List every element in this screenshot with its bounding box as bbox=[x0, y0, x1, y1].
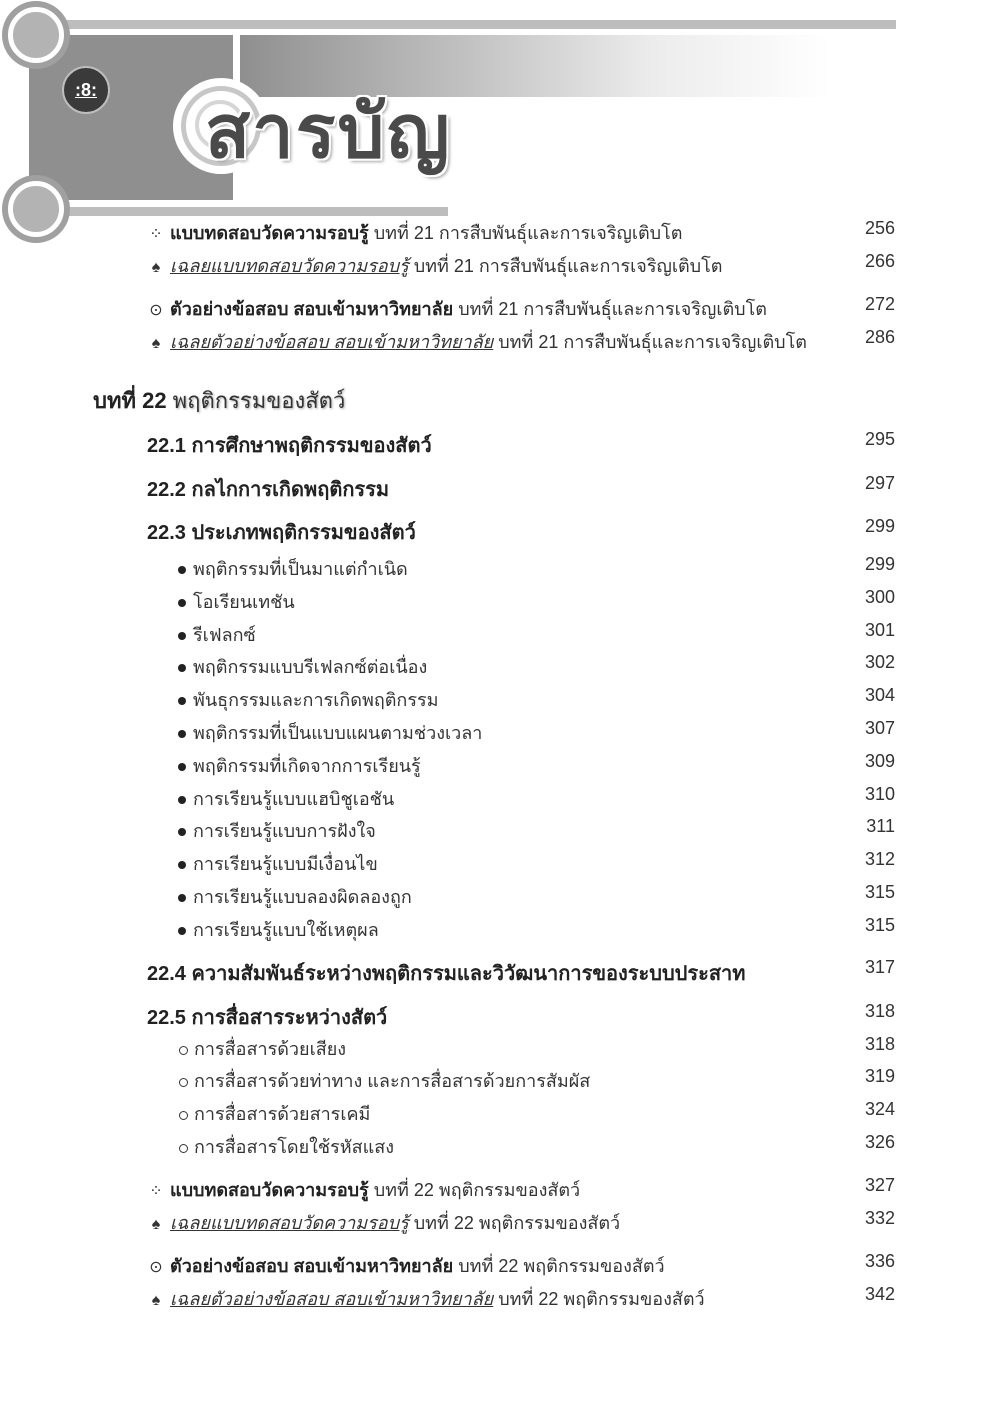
page-number: 286 bbox=[864, 327, 895, 347]
page-number: 315 bbox=[864, 915, 895, 935]
toc-subitem[interactable]: พันธุกรรมและการเกิดพฤติกรรม 304 bbox=[0, 685, 992, 713]
toc-subitem[interactable]: รีเฟลกซ์ 301 bbox=[0, 620, 992, 648]
toc-entry[interactable]: ♠ เฉลยตัวอย่างข้อสอบ สอบเข้ามหาวิทยาลัย บทที่ 22 พฤติกรรมของสัตว์ 342 bbox=[0, 1284, 992, 1312]
spade-icon: ♠ bbox=[151, 259, 161, 276]
decorative-bar-bottom bbox=[64, 207, 448, 216]
page-number: 326 bbox=[864, 1132, 895, 1152]
page-number: 327 bbox=[864, 1175, 895, 1195]
page-number: 311 bbox=[866, 816, 895, 836]
page-number: 324 bbox=[864, 1099, 895, 1119]
page-number: 272 bbox=[864, 294, 895, 314]
open-circle-icon bbox=[179, 1111, 188, 1120]
toc-section[interactable]: 22.3 ประเภทพฤติกรรมของสัตว์ 299 bbox=[147, 516, 895, 544]
page-number: 300 bbox=[864, 587, 895, 607]
toc-entry[interactable]: ♠ เฉลยแบบทดสอบวัดความรอบรู้ บทที่ 22 พฤติกรรมของสัตว์ 332 bbox=[0, 1208, 992, 1236]
decorative-bar-top bbox=[64, 20, 896, 29]
bullet-icon bbox=[178, 632, 186, 640]
bullet-icon bbox=[178, 763, 186, 771]
toc-subitem[interactable]: การเรียนรู้แบบลองผิดลองถูก 315 bbox=[0, 882, 992, 910]
page-number: 317 bbox=[864, 957, 895, 977]
page-number: 310 bbox=[864, 784, 895, 804]
toc-entry[interactable]: ⊙ ตัวอย่างข้อสอบ สอบเข้ามหาวิทยาลัย บทที่ 22 พฤติกรรมของสัตว์ 336 bbox=[0, 1251, 992, 1279]
toc-entry[interactable]: ♠ เฉลยตัวอย่างข้อสอบ สอบเข้ามหาวิทยาลัย บทที่ 21 การสืบพันธุ์และการเจริญเติบโต 286 bbox=[0, 327, 992, 355]
page-number: 336 bbox=[864, 1251, 895, 1271]
page-number: 309 bbox=[864, 751, 895, 771]
page-number: 319 bbox=[864, 1066, 895, 1086]
bullet-icon bbox=[178, 566, 186, 574]
dotted-circle-icon: ⁘ bbox=[149, 1183, 163, 1200]
toc-subitem[interactable]: การสื่อสารด้วยสารเคมี 324 bbox=[0, 1099, 992, 1127]
toc-subitem[interactable]: โอเรียนเทชัน 300 bbox=[0, 587, 992, 615]
toc-subitem[interactable]: การเรียนรู้แบบมีเงื่อนไข 312 bbox=[0, 849, 992, 877]
page-number: 299 bbox=[864, 516, 895, 536]
bullet-icon bbox=[178, 664, 186, 672]
open-circle-icon bbox=[179, 1144, 188, 1153]
open-circle-icon bbox=[179, 1078, 188, 1087]
spade-icon: ♠ bbox=[151, 1292, 161, 1309]
page-number: 318 bbox=[864, 1034, 895, 1054]
toc-subitem[interactable]: พฤติกรรมแบบรีเฟลกซ์ต่อเนื่อง 302 bbox=[0, 652, 992, 680]
bullet-icon bbox=[178, 796, 186, 804]
toc-entry[interactable]: ⁘ แบบทดสอบวัดความรอบรู้ บทที่ 22 พฤติกรรมของสัตว์ 327 bbox=[0, 1175, 992, 1203]
page-number: 332 bbox=[864, 1208, 895, 1228]
toc-subitem[interactable]: การสื่อสารด้วยท่าทาง และการสื่อสารด้วยการสัมผัส 319 bbox=[0, 1066, 992, 1094]
toc-entry[interactable]: ⁘ แบบทดสอบวัดความรอบรู้ บทที่ 21 การสืบพันธุ์และการเจริญเติบโต 256 bbox=[0, 218, 992, 246]
toc-header bbox=[0, 0, 992, 225]
page-number: 302 bbox=[864, 652, 895, 672]
page-number-badge: :8: bbox=[62, 66, 110, 114]
page-title: สารบัญ bbox=[205, 90, 452, 173]
bullet-icon bbox=[178, 697, 186, 705]
bullet-icon bbox=[178, 861, 186, 869]
toc-section[interactable]: 22.5 การสื่อสารระหว่างสัตว์ 318 bbox=[147, 1001, 895, 1029]
toc-subitem[interactable]: พฤติกรรมที่เป็นแบบแผนตามช่วงเวลา 307 bbox=[0, 718, 992, 746]
toc-subitem[interactable]: การเรียนรู้แบบใช้เหตุผล 315 bbox=[0, 915, 992, 943]
page-number: 304 bbox=[864, 685, 895, 705]
chapter-heading: บทที่ 22 พฤติกรรมของสัตว์ bbox=[93, 388, 346, 413]
toc-subitem[interactable]: การสื่อสารด้วยเสียง 318 bbox=[0, 1034, 992, 1062]
spade-icon: ♠ bbox=[151, 335, 161, 352]
page-number: 307 bbox=[864, 718, 895, 738]
toc-section[interactable]: 22.4 ความสัมพันธ์ระหว่างพฤติกรรมและวิวัฒนาการของระบบประสาท 317 bbox=[147, 957, 895, 985]
bullet-icon bbox=[178, 927, 186, 935]
toc-subitem[interactable]: การสื่อสารโดยใช้รหัสแสง 326 bbox=[0, 1132, 992, 1160]
page-number: 266 bbox=[864, 251, 895, 271]
bullet-icon bbox=[178, 730, 186, 738]
page-number: 256 bbox=[864, 218, 895, 238]
page-number: 295 bbox=[864, 429, 895, 449]
target-icon: ⊙ bbox=[149, 302, 163, 319]
decorative-circle-icon bbox=[8, 7, 64, 63]
toc-entry[interactable]: ♠ เฉลยแบบทดสอบวัดความรอบรู้ บทที่ 21 การสืบพันธุ์และการเจริญเติบโต 266 bbox=[0, 251, 992, 279]
page-number: 299 bbox=[864, 554, 895, 574]
target-icon: ⊙ bbox=[149, 1259, 163, 1276]
toc-subitem[interactable]: การเรียนรู้แบบแฮบิชูเอชัน 310 bbox=[0, 784, 992, 812]
toc-section[interactable]: 22.1 การศึกษาพฤติกรรมของสัตว์ 295 bbox=[147, 429, 895, 457]
bullet-icon bbox=[178, 894, 186, 902]
open-circle-icon bbox=[179, 1046, 188, 1055]
page-number: 318 bbox=[864, 1001, 895, 1021]
bullet-icon bbox=[178, 599, 186, 607]
page-number: 301 bbox=[864, 620, 895, 640]
toc-section[interactable]: 22.2 กลไกการเกิดพฤติกรรม 297 bbox=[147, 473, 895, 501]
toc-subitem[interactable]: พฤติกรรมที่เป็นมาแต่กำเนิด 299 bbox=[0, 554, 992, 582]
bullet-icon bbox=[178, 828, 186, 836]
page-number: 342 bbox=[864, 1284, 895, 1304]
dotted-circle-icon: ⁘ bbox=[149, 226, 163, 243]
toc-entry[interactable]: ⊙ ตัวอย่างข้อสอบ สอบเข้ามหาวิทยาลัย บทที่ 21 การสืบพันธุ์และการเจริญเติบโต 272 bbox=[0, 294, 992, 322]
spade-icon: ♠ bbox=[151, 1216, 161, 1233]
page-number: 315 bbox=[864, 882, 895, 902]
page-number: 297 bbox=[864, 473, 895, 493]
toc-subitem[interactable]: พฤติกรรมที่เกิดจากการเรียนรู้ 309 bbox=[0, 751, 992, 779]
toc-subitem[interactable]: การเรียนรู้แบบการฝังใจ 311 bbox=[0, 816, 992, 844]
page-number: 312 bbox=[864, 849, 895, 869]
